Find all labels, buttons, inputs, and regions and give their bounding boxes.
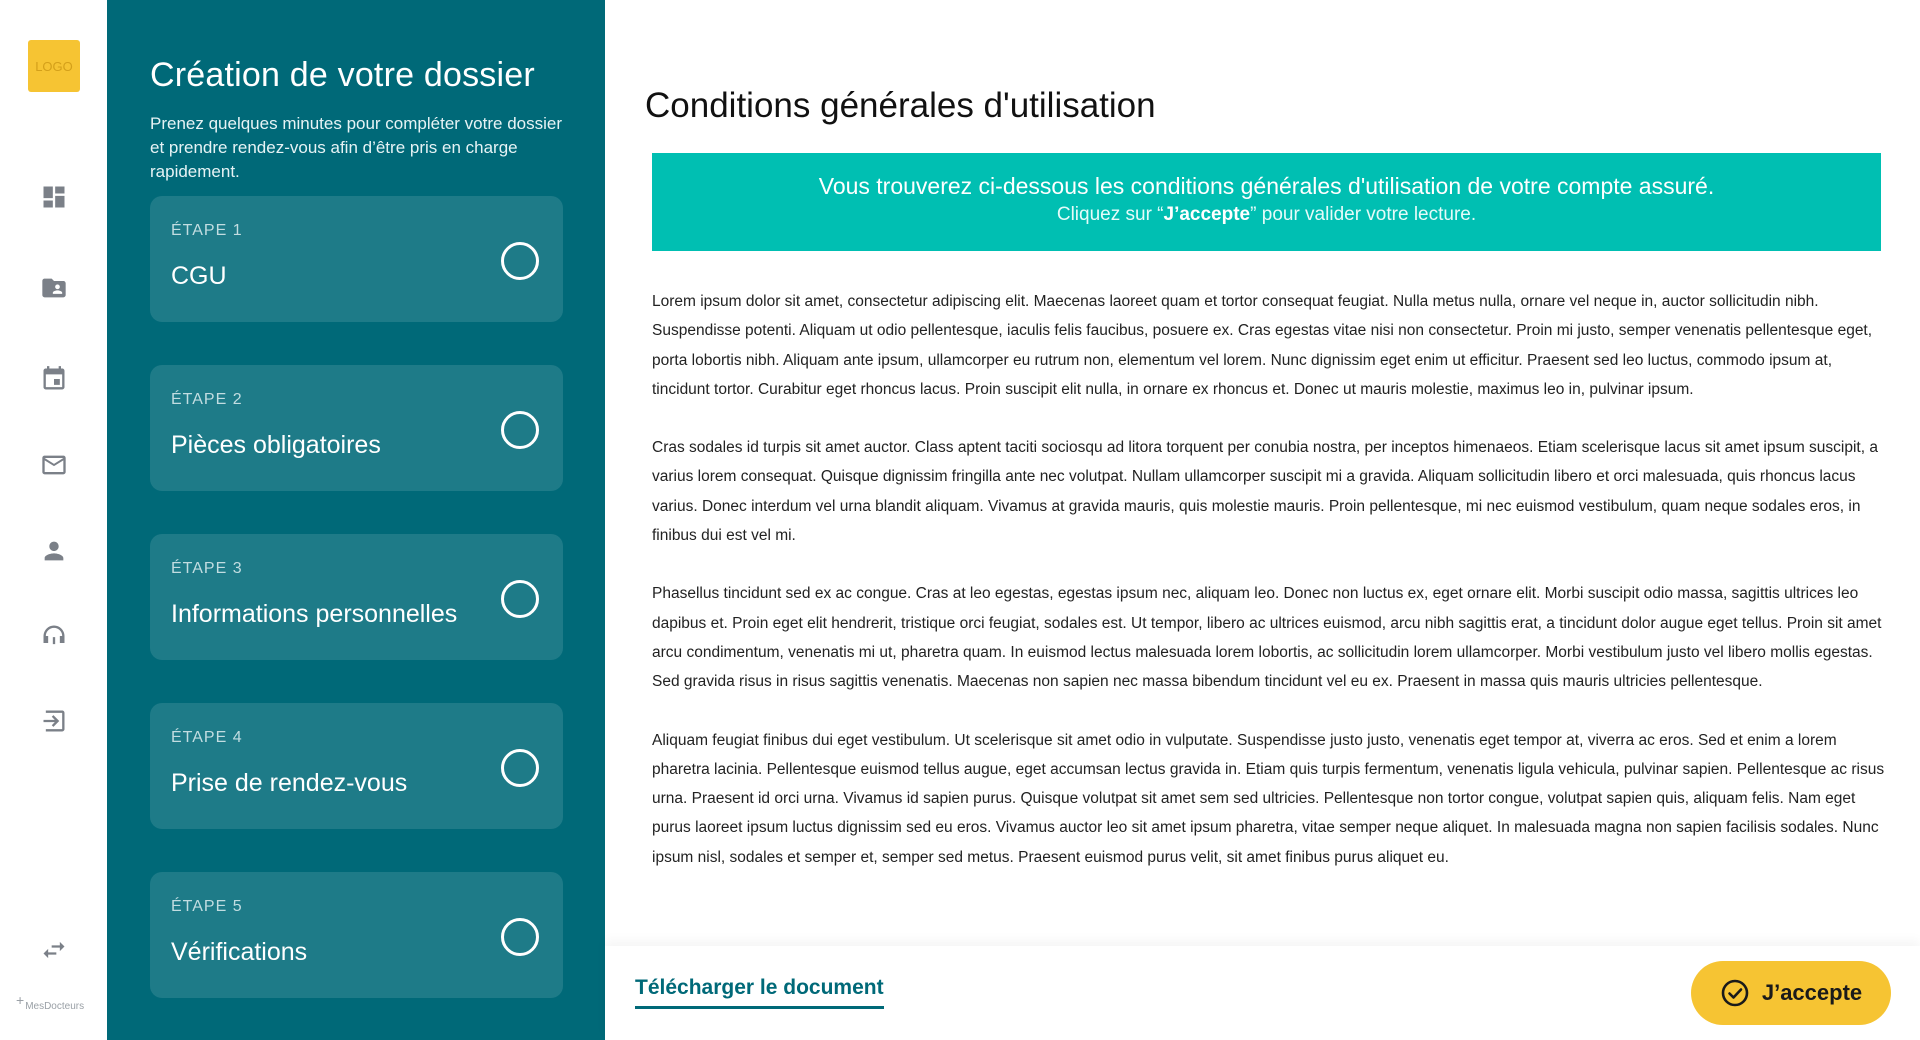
user-icon[interactable] xyxy=(38,535,70,567)
step-card-informations[interactable] xyxy=(150,534,563,660)
step-label: CGU xyxy=(171,262,227,290)
step-status-circle-icon xyxy=(501,411,539,449)
step-status-circle-icon xyxy=(501,580,539,618)
folder-user-icon[interactable] xyxy=(38,272,70,304)
step-card-rendez-vous[interactable] xyxy=(150,703,563,829)
banner-main-text: Vous trouverez ci-dessous les conditions générales d'utilisation de votre compte assuré. xyxy=(818,173,1715,199)
terms-paragraph: Aliquam feugiat finibus dui eget vestibulum. Ut scelerisque sit amet odio in vulputate. Suspendisse justo justo, venenatis eget tempor at, viverra ac eros. Sed et enim a lorem pharetra lacinia. Pellentesque euismod tellus augue, eget accumsan lectus gravida in. Etiam quis turpis fermentum, venenatis ligula vehicula, pulvinar sapien. Pellentesque ac risus urna. Praesent id orci urna. Vivamus id sapien purus. Quisque volutpat sit amet sem sed ultricies. Pellentesque non tortor congue, volutpat sapien quis, aliquam felis. Nam eget purus laoreet ipsum luctus dignissim sed eu eros. Vivamus auctor leo sit amet ipsum pharetra, vitae semper neque aliquet. In malesuada magna non sapien facilisis sodales. Nunc ipsum nisl, sodales et semper et, semper sed metus. Praesent euismod purus velit, sit amet finibus purus aliquet eu. xyxy=(652,731,1885,866)
step-label: Prise de rendez-vous xyxy=(171,769,408,797)
steps-panel xyxy=(107,0,605,1040)
swap-icon[interactable] xyxy=(38,934,70,966)
login-icon[interactable] xyxy=(38,705,70,737)
steps-description: Prenez quelques minutes pour compléter votre dossier et prendre rendez-vous afin d’être pris en charge rapidement. xyxy=(150,114,562,181)
icon-rail xyxy=(0,0,107,1040)
step-label: Vérifications xyxy=(171,938,308,966)
download-document-link[interactable]: Télécharger le document xyxy=(635,976,884,1009)
brand-name: MesDocteurs xyxy=(25,1001,85,1012)
step-number: ÉTAPE 1 xyxy=(171,222,243,239)
brand-mark xyxy=(16,992,85,1012)
step-number: ÉTAPE 4 xyxy=(171,729,243,746)
terms-scroll-area[interactable] xyxy=(652,287,1892,945)
step-card-verifications[interactable] xyxy=(150,872,563,998)
step-label: Informations personnelles xyxy=(171,600,458,628)
banner-sub-before: Cliquez sur “ xyxy=(1056,204,1164,225)
mail-icon[interactable] xyxy=(38,449,70,481)
step-card-pieces[interactable] xyxy=(150,365,563,491)
terms-paragraph: Phasellus tincidunt sed ex ac congue. Cras at leo egestas, egestas ipsum nec, aliquam leo. Donec non luctus ex, eget ornare elit. Morbi suscipit odio massa, sagittis ultrices leo dapibus et. Proin eget elit hendrerit, tristique orci feugiat, sodales est. Ut tempor, libero ac ultrices euismod, arcu nibh sagittis erat, a tincidunt dolor augue eget tellus. Proin sit amet arcu condimentum, venenatis mi ut, pharetra quam. In euismod lectus malesuada lorem lobortis, ac sollicitudin lorem ullamcorper. Morbi vestibulum justo vel libero mollis egestas. Sed gravida risus in risus sagittis venenatis. Maecenas non sapien nec massa bibendum tincidunt vel eu ex. Praesent in massa quis mauris ultricies pellentesque. xyxy=(652,585,1882,691)
accept-button[interactable] xyxy=(1691,961,1891,1025)
logo[interactable]: LOGO xyxy=(28,40,80,92)
page-title: Conditions générales d'utilisation xyxy=(645,86,1156,125)
brand-plus: + xyxy=(16,992,25,1008)
terms-paragraph: Cras sodales id turpis sit amet auctor. Class aptent taciti sociosqu ad litora torquent per conubia nostra, per inceptos himenaeos. Etiam scelerisque lacus sit amet ipsum suscipit, a varius lorem consequat. Quisque dignissim fringilla ante nec volutpat. Nullam ullamcorper suscipit mi a gravida. Aliquam sollicitudin libero et orci malesuada, quis rhoncus lacus varius. Donec interdum vel urna blandit aliquam. Vivamus at gravida mauris, quis molestie mauris. Proin pellentesque, mi nec euismod vestibulum, quam neque sodales eros, in finibus dui est vel mi. xyxy=(652,439,1878,545)
calendar-icon[interactable] xyxy=(38,363,70,395)
step-status-circle-icon xyxy=(501,242,539,280)
banner-sub-text xyxy=(652,204,1881,226)
action-footer xyxy=(605,946,1920,1040)
terms-content xyxy=(605,0,1920,1040)
accept-button-label: J’accepte xyxy=(1761,980,1863,1005)
step-label: Pièces obligatoires xyxy=(171,431,381,459)
step-number: ÉTAPE 3 xyxy=(171,560,243,577)
banner-sub-accept: J’accepte xyxy=(1163,204,1251,225)
terms-paragraph: Lorem ipsum dolor sit amet, consectetur adipiscing elit. Maecenas laoreet quam et tortor consequat feugiat. Nulla metus nulla, ornare vel neque in, auctor sollicitudin nibh. Suspendisse potenti. Aliquam ut odio pellentesque, iaculis felis faucibus, posuere ex. Cras egestas vitae nisi non consectetur. Proin mi justo, semper venenatis pellentesque eget, porta lobortis nibh. Aliquam ante ipsum, ullamcorper eu rutrum non, elementum vel lorem. Nunc dignissim eget enim ut efficitur. Praesent sed leo luctus, commodo ipsum at, tincidunt tortor. Curabitur eget rhoncus lacus. Proin suscipit elit nulla, in ornare ex rhoncus et. Donec ut mauris molestie, maximus leo in, pulvinar ipsum. xyxy=(652,293,1873,398)
step-number: ÉTAPE 2 xyxy=(171,391,243,408)
banner-sub-after: ” pour valider votre lecture. xyxy=(1250,204,1477,225)
step-status-circle-icon xyxy=(501,918,539,956)
check-circle-icon xyxy=(1720,978,1750,1008)
support-icon[interactable] xyxy=(38,620,70,652)
step-card-cgu[interactable] xyxy=(150,196,563,322)
dashboard-icon[interactable] xyxy=(38,181,70,213)
step-number: ÉTAPE 5 xyxy=(171,898,243,915)
step-status-circle-icon xyxy=(501,749,539,787)
steps-title: Création de votre dossier xyxy=(150,56,535,94)
info-banner xyxy=(652,153,1881,251)
